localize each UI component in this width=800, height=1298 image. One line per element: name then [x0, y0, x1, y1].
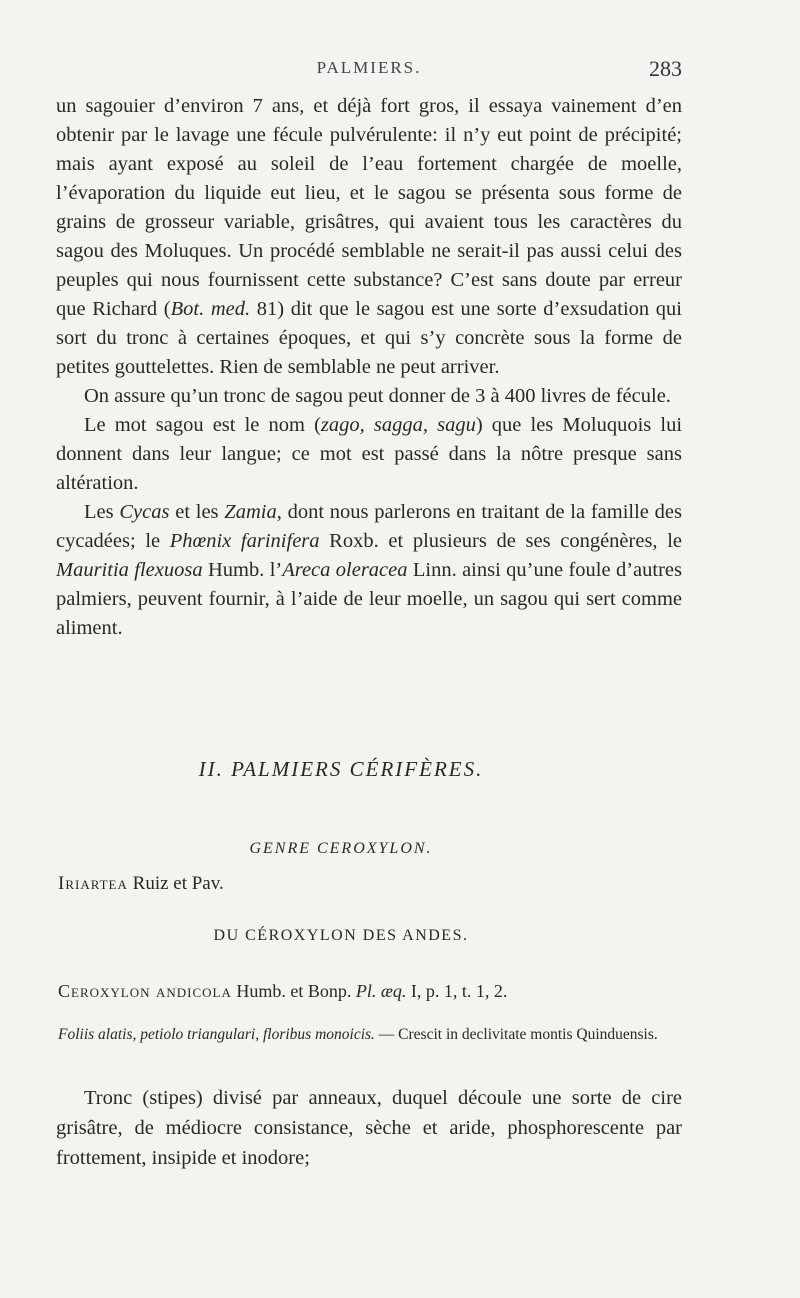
species-title: DU CÉROXYLON DES ANDES.: [213, 927, 469, 944]
page-header: [56, 58, 682, 88]
paragraph-other-sources: Les Cycas et les Zamia, dont nous parlerons en traitant de la famille des cycadées; le Phœnix farinifera Roxb. et plusieurs de ses congénères, le Mauritia flexuosa Humb. l’Areca oleracea Linn. ainsi qu’une foule d’autres palmiers, peuvent fournir, à l’aide de leur moelle, un sagou qui sert comme aliment.: [56, 501, 682, 639]
synonym-line: Iriartea Ruiz et Pav.: [58, 873, 224, 894]
paragraph-trunk: Tronc (stipes) divisé par anneaux, duquel découle une sorte de cire grisâtre, de médiocre consistance, sèche et aride, phosphorescente par frottement, insipide et inodore;: [56, 1087, 682, 1169]
paragraph-etymology: Le mot sagou est le nom (zago, sagga, sagu) que les Moluquois lui donnent dans leur langue; ce mot est passé dans la nôtre presque sans altération.: [56, 414, 683, 494]
paragraph-sagou-extraction: un sagouier d’environ 7 ans, et déjà fort gros, il essaya vainement d’en obtenir par le lavage une fécule pulvérulente: il n’y eut point de précipité; mais ayant exposé au soleil de l’eau fortement chargée de moelle, l’évaporation du liquide eut lieu, et le sagou se présenta sous forme de grains de grosseur variable, grisâtres, qui avaient tous les caractères du sagou des Moluques. Un procédé semblable ne serait-il pas aussi celui des peuples qui nous fournissent cette substance? C’est sans doute par erreur que Richard (Bot. med. 81) dit que le sagou est une sorte d’exsudation qui sort du tronc à certaines époques, et qui s’y concrète sous la forme de petites gouttelettes. Rien de semblable ne peut arriver.: [56, 95, 683, 378]
section-title: II. PALMIERS CÉRIFÈRES.: [198, 757, 484, 781]
page-number: 283: [649, 56, 682, 81]
running-title: PALMIERS.: [316, 58, 422, 77]
body-text: [56, 92, 682, 643]
species-description: Foliis alatis, petiolo triangulari, floribus monoicis. — Crescit in declivitate montis Quinduensis.: [58, 1026, 658, 1043]
main-text: [56, 1083, 682, 1173]
paragraph-yield: On assure qu’un tronc de sagou peut donner de 3 à 400 livres de fécule.: [84, 385, 671, 407]
genus-title: GENRE CEROXYLON.: [249, 840, 433, 857]
species-citation: Ceroxylon andicola Humb. et Bonp. Pl. æq. I, p. 1, t. 1, 2.: [58, 981, 508, 1001]
